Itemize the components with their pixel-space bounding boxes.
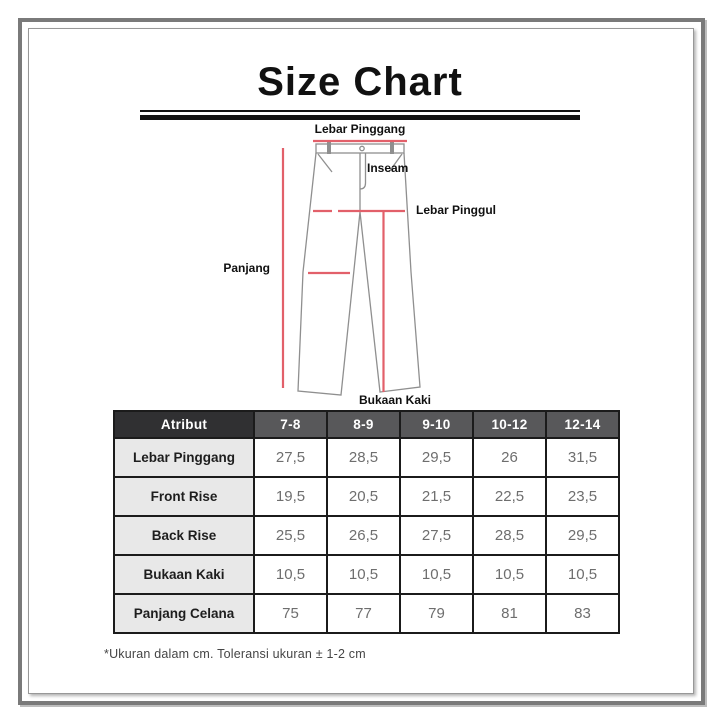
size-header: 7-8 xyxy=(254,411,327,438)
value-cell: 28,5 xyxy=(327,438,400,477)
value-cell: 29,5 xyxy=(400,438,473,477)
value-cell: 26 xyxy=(473,438,546,477)
size-header: 10-12 xyxy=(473,411,546,438)
attribute-label-cell: Front Rise xyxy=(114,477,254,516)
fly-stitch xyxy=(360,153,366,189)
value-cell: 75 xyxy=(254,594,327,633)
value-cell: 10,5 xyxy=(546,555,619,594)
length-label: Panjang xyxy=(223,261,270,275)
value-cell: 27,5 xyxy=(254,438,327,477)
value-cell: 28,5 xyxy=(473,516,546,555)
waist-label: Lebar Pinggang xyxy=(314,122,406,136)
value-cell: 26,5 xyxy=(327,516,400,555)
table-row xyxy=(114,477,619,516)
size-header: 8-9 xyxy=(327,411,400,438)
inseam-label: Inseam xyxy=(367,161,409,175)
value-cell: 10,5 xyxy=(400,555,473,594)
table-row xyxy=(114,438,619,477)
size-header: 12-14 xyxy=(546,411,619,438)
value-cell: 81 xyxy=(473,594,546,633)
table-row xyxy=(114,594,619,633)
value-cell: 27,5 xyxy=(400,516,473,555)
attribute-column-header: Atribut xyxy=(114,411,254,438)
value-cell: 77 xyxy=(327,594,400,633)
value-cell: 10,5 xyxy=(473,555,546,594)
attribute-label-cell: Bukaan Kaki xyxy=(114,555,254,594)
value-cell: 29,5 xyxy=(546,516,619,555)
value-cell: 31,5 xyxy=(546,438,619,477)
table-row xyxy=(114,555,619,594)
hip-label: Lebar Pinggul xyxy=(416,203,497,217)
size-table xyxy=(113,410,620,634)
pocket-line-left xyxy=(318,154,332,172)
value-cell: 10,5 xyxy=(254,555,327,594)
table-row xyxy=(114,516,619,555)
value-cell: 83 xyxy=(546,594,619,633)
attribute-label-cell: Panjang Celana xyxy=(114,594,254,633)
attribute-label-cell: Back Rise xyxy=(114,516,254,555)
belt-loop-right xyxy=(390,142,394,154)
value-cell: 20,5 xyxy=(327,477,400,516)
value-cell: 10,5 xyxy=(327,555,400,594)
attribute-label-cell: Lebar Pinggang xyxy=(114,438,254,477)
leg-opening-label: Bukaan Kaki xyxy=(358,393,432,407)
size-tolerance-footnote: *Ukuran dalam cm. Toleransi ukuran ± 1-2 cm xyxy=(104,647,366,661)
value-cell: 19,5 xyxy=(254,477,327,516)
value-cell: 23,5 xyxy=(546,477,619,516)
table-header-row xyxy=(114,411,619,438)
value-cell: 79 xyxy=(400,594,473,633)
page-title: Size Chart xyxy=(257,60,463,104)
value-cell: 25,5 xyxy=(254,516,327,555)
value-cell: 22,5 xyxy=(473,477,546,516)
belt-loop-left xyxy=(327,142,331,154)
value-cell: 21,5 xyxy=(400,477,473,516)
size-header: 9-10 xyxy=(400,411,473,438)
